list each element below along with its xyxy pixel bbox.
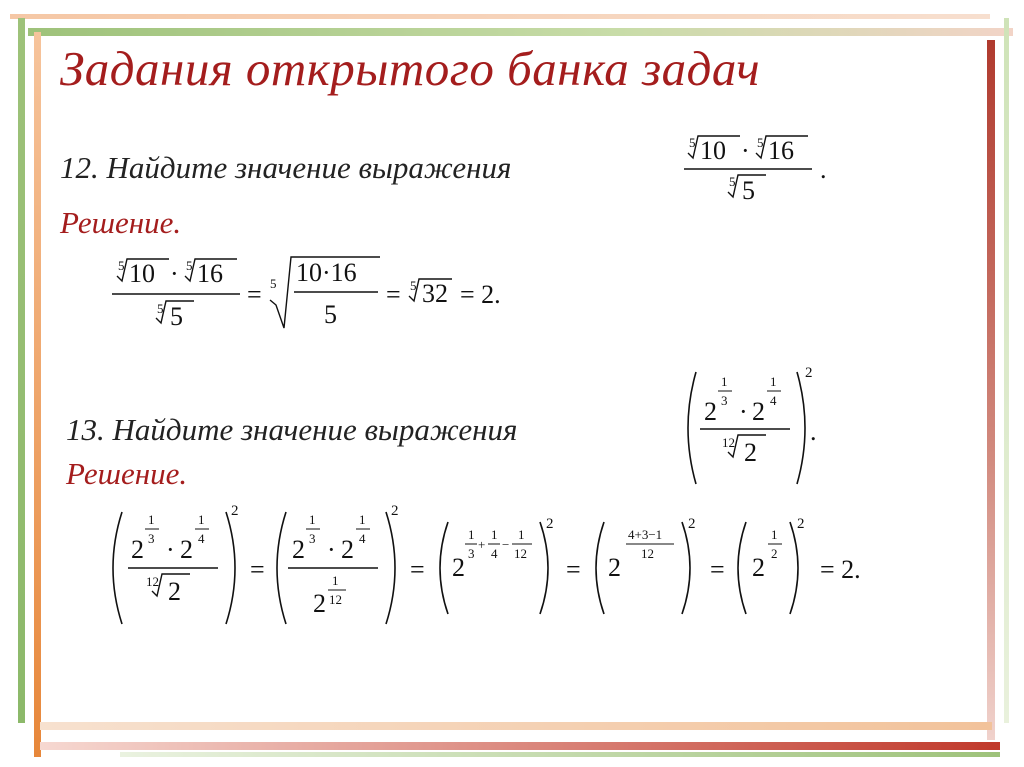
right-paren — [386, 512, 395, 624]
radicand: 10 — [129, 259, 155, 288]
period: . — [820, 155, 827, 184]
exp-denominator: 12 — [641, 546, 654, 561]
problem-12-number: 12. — [60, 150, 99, 185]
root-index: 5 — [118, 258, 125, 273]
base: 2 — [313, 589, 326, 618]
right-paren — [226, 512, 235, 624]
exp-numerator: 1 — [148, 512, 155, 527]
dot-operator: · — [170, 259, 179, 288]
equals-sign: = — [566, 555, 581, 584]
problem-13-solution — [113, 503, 861, 624]
outer-exponent: 2 — [688, 516, 696, 532]
exp-numerator: 1 — [771, 527, 778, 542]
dot-operator: · — [166, 535, 175, 564]
exp-denominator: 4 — [491, 546, 498, 561]
result: = 2. — [820, 555, 861, 584]
exp-numerator: 1 — [770, 374, 777, 389]
problem-12-solution — [112, 257, 501, 331]
radicand-numerator: 10·16 — [296, 258, 357, 287]
exp-numerator: 1 — [309, 512, 316, 527]
radicand: 5 — [742, 176, 755, 205]
root-index: 5 — [729, 174, 736, 189]
outer-exponent: 2 — [546, 516, 554, 532]
exp-denominator: 3 — [468, 546, 475, 561]
problem-13-number: 13. — [66, 412, 105, 447]
problem-13-expression — [688, 365, 817, 484]
exp-numerator: 1 — [332, 573, 339, 588]
radicand: 16 — [768, 136, 794, 165]
radicand: 5 — [170, 302, 183, 331]
problem-12-prompt: Найдите значение выражения — [106, 150, 512, 185]
base: 2 — [752, 397, 765, 426]
radicand: 2 — [744, 438, 757, 467]
outer-exponent: 2 — [231, 503, 239, 519]
base: 2 — [608, 553, 621, 582]
exp-numerator: 1 — [491, 527, 498, 542]
exp-denominator: 4 — [770, 393, 777, 408]
problem-12-solution-label: Решение. — [60, 205, 182, 240]
root-index: 5 — [689, 135, 696, 150]
outer-exponent: 2 — [391, 503, 399, 519]
root-index: 12 — [722, 435, 735, 450]
exp-denominator: 4 — [359, 531, 366, 546]
right-paren — [797, 372, 805, 484]
result: = 2. — [460, 280, 501, 309]
radicand: 32 — [422, 279, 448, 308]
exp-denominator: 12 — [329, 592, 342, 607]
exp-numerator: 1 — [198, 512, 205, 527]
left-paren — [440, 522, 448, 614]
outer-exponent: 2 — [797, 516, 805, 532]
root-index: 5 — [186, 258, 193, 273]
exp-numerator: 1 — [518, 527, 525, 542]
plus-sign: + — [478, 537, 486, 552]
equals-sign: = — [247, 280, 262, 309]
minus-sign: − — [502, 537, 510, 552]
equals-sign: = — [410, 555, 425, 584]
base: 2 — [180, 535, 193, 564]
root-index: 5 — [757, 135, 764, 150]
equals-sign: = — [386, 280, 401, 309]
left-paren — [688, 372, 696, 484]
problem-12-expression — [684, 135, 827, 205]
exp-denominator: 3 — [721, 393, 728, 408]
period: . — [810, 417, 817, 446]
exp-numerator: 4+3−1 — [628, 527, 663, 542]
exp-denominator: 4 — [198, 531, 205, 546]
dot-operator: · — [739, 397, 748, 426]
slide-title: Задания открытого банка задач — [60, 41, 761, 96]
problem-13-prompt: Найдите значение выражения — [112, 412, 518, 447]
right-paren — [790, 522, 798, 614]
exp-denominator: 2 — [771, 546, 778, 561]
equals-sign: = — [250, 555, 265, 584]
left-paren — [738, 522, 746, 614]
dot-operator: · — [741, 136, 750, 165]
exp-denominator: 12 — [514, 546, 527, 561]
radicand-denominator: 5 — [324, 300, 337, 329]
base: 2 — [341, 535, 354, 564]
base: 2 — [704, 397, 717, 426]
exp-numerator: 1 — [721, 374, 728, 389]
equals-sign: = — [710, 555, 725, 584]
problem-13-solution-label: Решение. — [66, 456, 188, 491]
base: 2 — [131, 535, 144, 564]
root-index: 5 — [270, 276, 277, 291]
left-paren — [596, 522, 604, 614]
base: 2 — [292, 535, 305, 564]
radicand: 10 — [700, 136, 726, 165]
outer-exponent: 2 — [805, 365, 813, 381]
radicand: 2 — [168, 577, 181, 606]
left-paren — [277, 512, 286, 624]
right-paren — [682, 522, 690, 614]
root-index: 5 — [157, 301, 164, 316]
left-paren — [113, 512, 122, 624]
exp-denominator: 3 — [309, 531, 316, 546]
right-paren — [540, 522, 548, 614]
exp-numerator: 1 — [359, 512, 366, 527]
dot-operator: · — [327, 535, 336, 564]
base: 2 — [452, 553, 465, 582]
root-index: 12 — [146, 574, 159, 589]
root-index: 5 — [410, 278, 417, 293]
base: 2 — [752, 553, 765, 582]
exp-denominator: 3 — [148, 531, 155, 546]
radicand: 16 — [197, 259, 223, 288]
exp-numerator: 1 — [468, 527, 475, 542]
